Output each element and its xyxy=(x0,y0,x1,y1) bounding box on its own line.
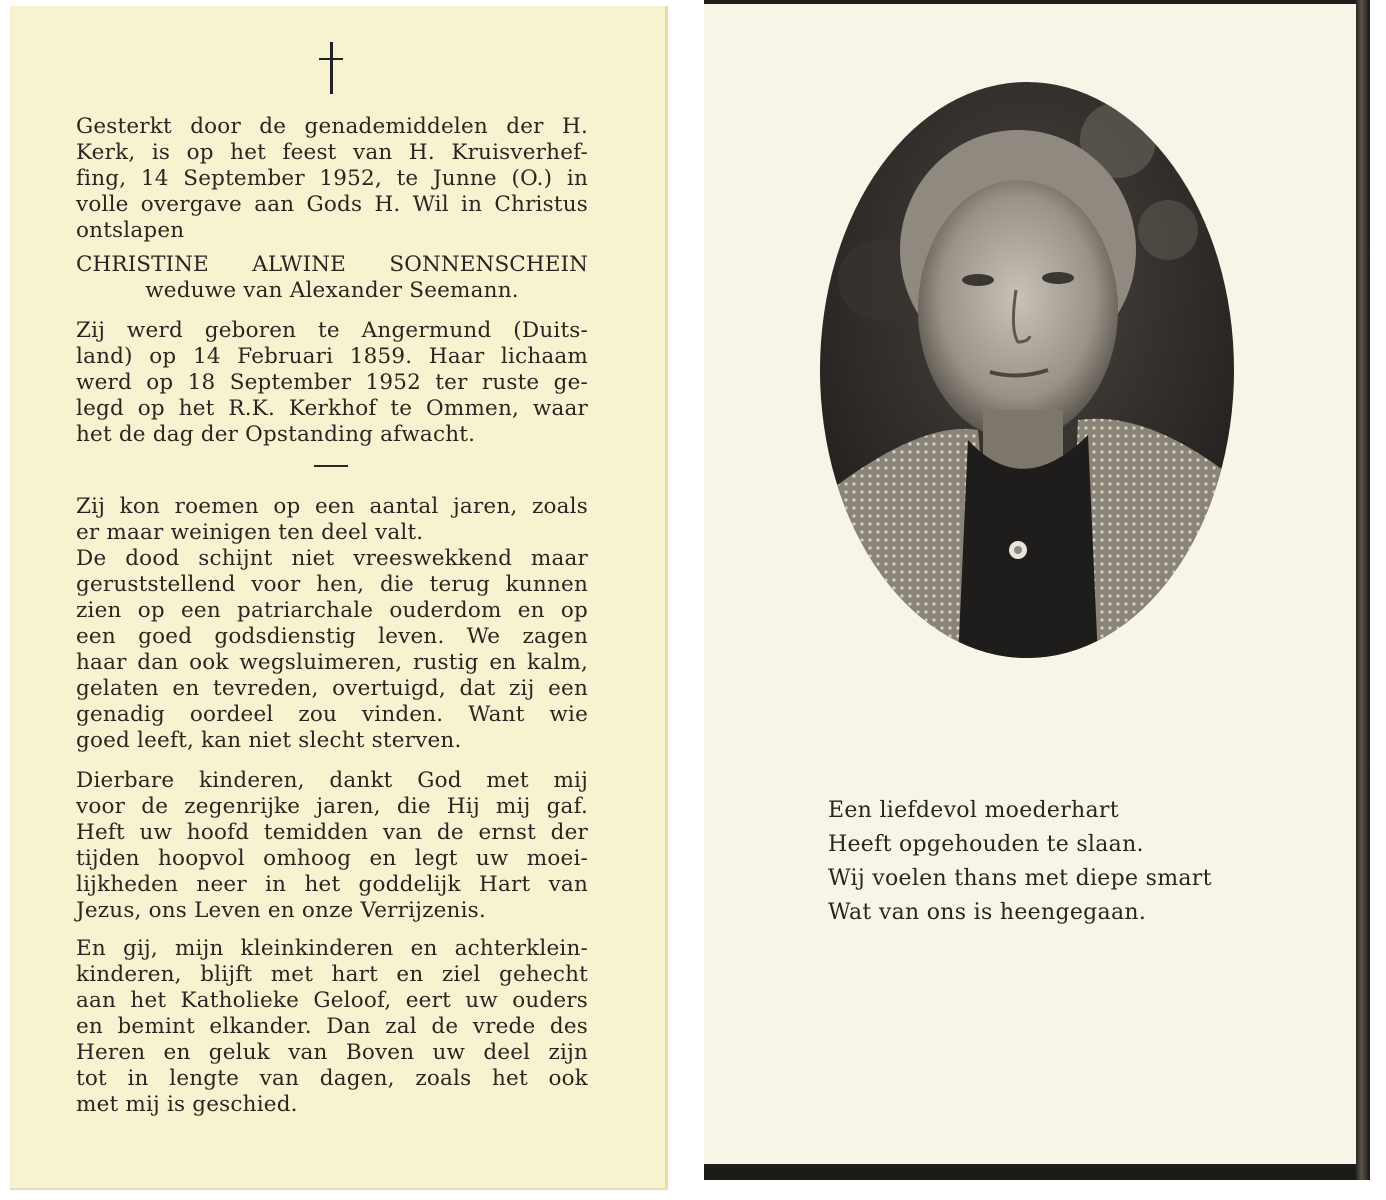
text-line: ontslapen xyxy=(76,218,185,243)
deceased-name: CHRISTINE ALWINE SONNENSCHEIN xyxy=(76,252,588,277)
text-line: legd op het R.K. Kerkhof te Ommen, waar xyxy=(76,396,588,421)
text-line: aan het Katholieke Geloof, eert uw ouders xyxy=(76,988,588,1013)
text-line: werd op 18 September 1952 ter ruste ge- xyxy=(76,370,588,395)
text-line: tijden hoopvol omhoog en legt uw moei- xyxy=(76,846,588,871)
text-line: land) op 14 Februari 1859. Haar lichaam xyxy=(76,344,588,369)
widow-of-line: weduwe van Alexander Seemann. xyxy=(145,278,519,303)
text-line: met mij is geschied. xyxy=(76,1092,298,1117)
text-line: lijkheden neer in het goddelijk Hart van xyxy=(76,872,588,897)
text-line: tot in lengte van dagen, zoals het ook xyxy=(76,1066,588,1091)
verse-line: Heeft opgehouden te slaan. xyxy=(828,832,1144,857)
text-line: Kerk, is op het feest van H. Kruisverhef- xyxy=(76,140,588,165)
text-line: voor de zegenrijke jaren, die Hij mij gaf. xyxy=(76,794,588,819)
verse-line: Een liefdevol moederhart xyxy=(828,798,1119,823)
text-line: En gij, mijn kleinkinderen en achterklein- xyxy=(76,936,588,961)
text-line: De dood schijnt niet vreeswekkend maar xyxy=(76,546,588,571)
text-line: geruststellend voor hen, die terug kunnen xyxy=(76,572,588,597)
announcement-paragraph xyxy=(76,114,588,304)
card-edge xyxy=(1356,0,1370,1180)
verse-line: Wat van ons is heengegaan. xyxy=(828,900,1147,925)
text-line: goed leeft, kan niet slecht sterven. xyxy=(76,728,462,753)
cross-icon xyxy=(319,42,343,94)
prayer-card-text-side xyxy=(10,6,668,1190)
text-line: volle overgave aan Gods H. Wil in Christus xyxy=(76,192,588,217)
reflection-paragraph xyxy=(76,494,588,754)
text-line: en bemint elkander. Dan zal de vrede des xyxy=(76,1014,588,1039)
text-line: er maar weinigen ten deel valt. xyxy=(76,520,424,545)
text-line: zien op een patriarchale ouderdom en op xyxy=(76,598,588,623)
text-line: gelaten en tevreden, overtuigd, dat zij een xyxy=(76,676,588,701)
text-line: het de dag der Opstanding afwacht. xyxy=(76,422,476,447)
text-line: Heft uw hoofd temidden van de ernst der xyxy=(76,820,588,845)
birth-burial-paragraph xyxy=(76,318,588,448)
text-line: fing, 14 September 1952, te Junne (O.) in xyxy=(76,166,588,191)
portrait-photo xyxy=(818,80,1236,660)
text-line: Jezus, ons Leven en onze Verrijzenis. xyxy=(76,898,486,923)
text-line: haar dan ook wegsluimeren, rustig en kalm, xyxy=(76,650,588,675)
verse-line: Wij voelen thans met diepe smart xyxy=(828,866,1212,891)
text-line: een goed godsdienstig leven. We zagen xyxy=(76,624,588,649)
grandchildren-paragraph xyxy=(76,936,588,1118)
text-line: Zij werd geboren te Angermund (Duits- xyxy=(76,318,588,343)
text-line: Zij kon roemen op een aantal jaren, zoals xyxy=(76,494,588,519)
text-line: Gesterkt door de genademiddelen der H. xyxy=(76,114,588,139)
children-paragraph xyxy=(76,768,588,924)
memorial-verse xyxy=(828,794,1248,930)
text-line: Heren en geluk van Boven uw deel zijn xyxy=(76,1040,588,1065)
divider xyxy=(314,465,348,467)
text-line: genadig oordeel zou vinden. Want wie xyxy=(76,702,588,727)
text-line: Dierbare kinderen, dankt God met mij xyxy=(76,768,588,793)
text-line: kinderen, blijft met hart en ziel gehecht xyxy=(76,962,588,987)
